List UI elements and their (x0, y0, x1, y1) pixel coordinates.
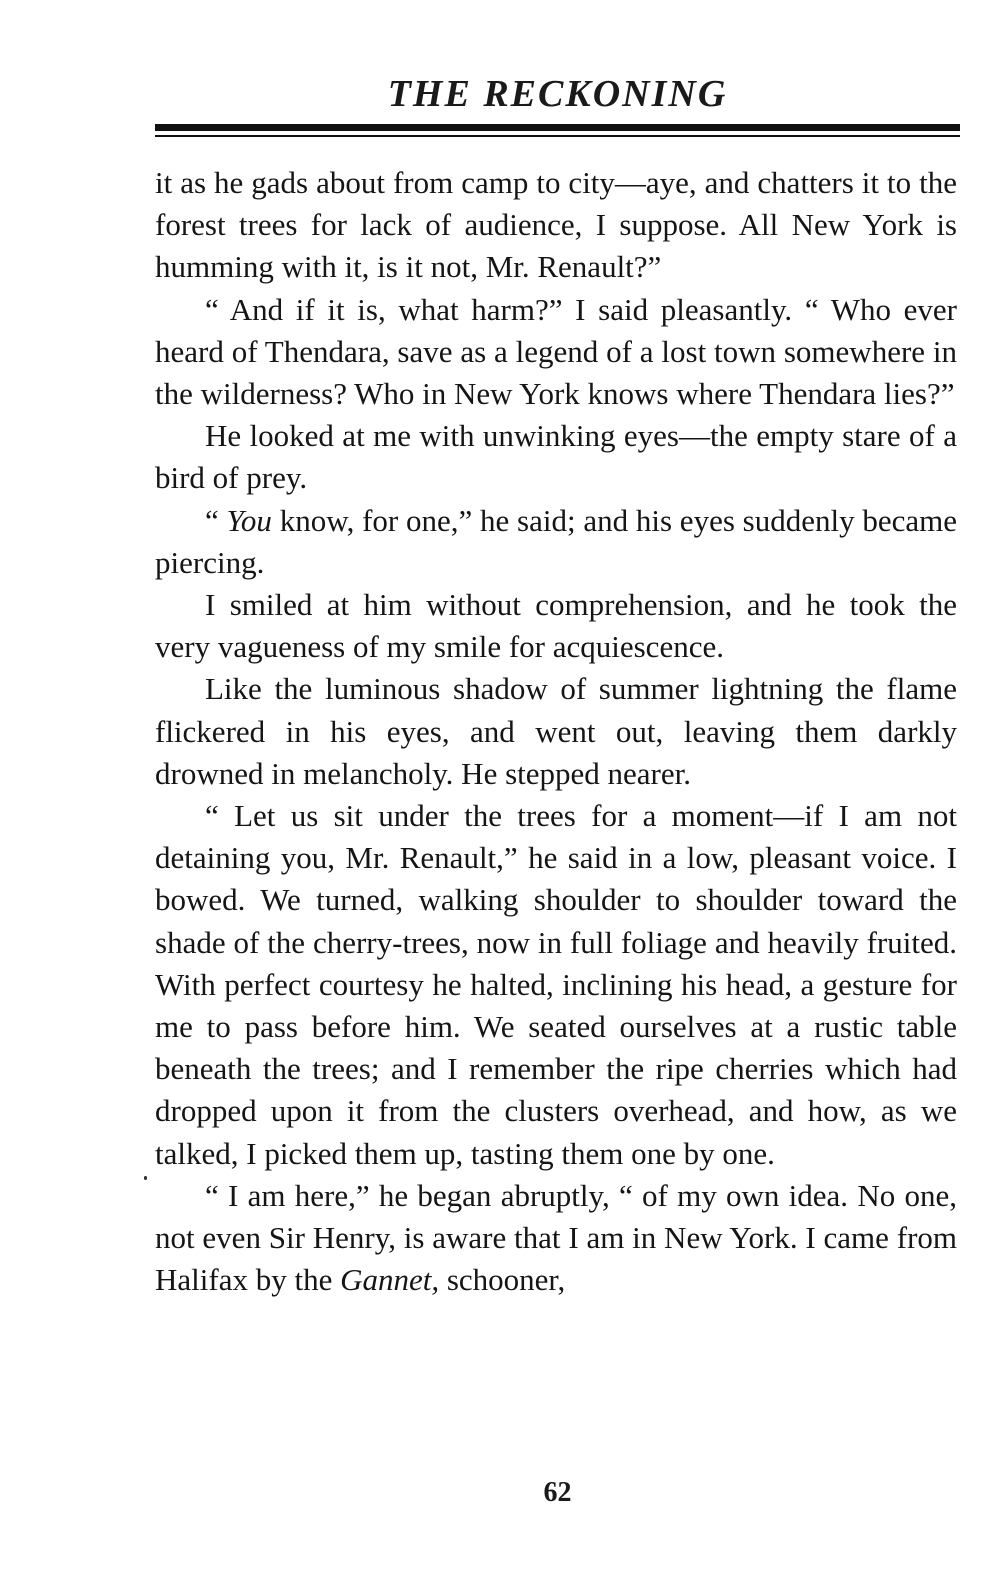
paragraph-4-open-quote: “ (205, 502, 227, 538)
paragraph-3 (155, 415, 957, 499)
paragraph-5-text: I smiled at him without comprehension, and he took the very vagueness of my smile for acquiescence. (155, 587, 957, 665)
paragraph-3-text: He looked at me with unwinking eyes—the empty stare of a bird of prey. (155, 418, 957, 496)
paragraph-6 (155, 668, 957, 795)
paragraph-5 (155, 584, 957, 668)
paragraph-4-text: know, for one,” he said; and his eyes suddenly became piercing. (155, 502, 958, 580)
paragraph-2 (155, 289, 957, 416)
paragraph-8 (155, 1175, 957, 1302)
paragraph-4-emphasis: You (226, 502, 272, 538)
paragraph-1-text: it as he gads about from camp to city—aye, and chatters it to the forest trees for lack of audience, I suppose. All New York is humming with it, is it not, Mr. Renault?” (155, 165, 957, 285)
paragraph-8-ship-name: Gannet, (340, 1262, 440, 1298)
page-number: 62 (543, 1477, 572, 1508)
margin-ink-speck (144, 1176, 147, 1180)
paragraph-6-text: Like the luminous shadow of summer lightning the flame flickered in his eyes, and went out, leaving them darkly drowned in melancholy. He stepped nearer. (155, 671, 957, 791)
paragraph-8-text-end: schooner, (439, 1262, 566, 1298)
paragraph-7-text: “ Let us sit under the trees for a moment—if I am not detaining you, Mr. Renault,” he said in a low, pleasant voice. I bowed. We turned, walking shoulder to shoulder toward the shade of the cherry-trees, now in full foliage and heavily fruited. With perfect courtesy he halted, inclining his head, a gesture for me to pass before him. We seated ourselves at a rustic table beneath the trees; and I remember the ripe cherries which had dropped upon it from the clusters overhead, and how, as we talked, I picked them up, tasting them one by one. (155, 798, 957, 1171)
header-rule-thin (155, 135, 960, 137)
paragraph-7 (155, 795, 957, 1175)
header-rule-thick (155, 124, 960, 131)
paragraph-2-text: “ And if it is, what harm?” I said pleasantly. “ Who ever heard of Thendara, save as a legend of a lost town somewhere in the wilderness? Who in New York knows where Thendara lies?” (155, 291, 957, 412)
page-body (155, 162, 957, 1301)
paragraph-4 (155, 500, 957, 584)
paragraph-8-text: “ I am here,” he began abruptly, “ of my own idea. No one, not even Sir Henry, is aware that I am in New York. I came from Halifax by the (155, 1177, 957, 1298)
paragraph-1 (155, 162, 957, 289)
running-head-title: THE RECKONING (387, 73, 728, 115)
